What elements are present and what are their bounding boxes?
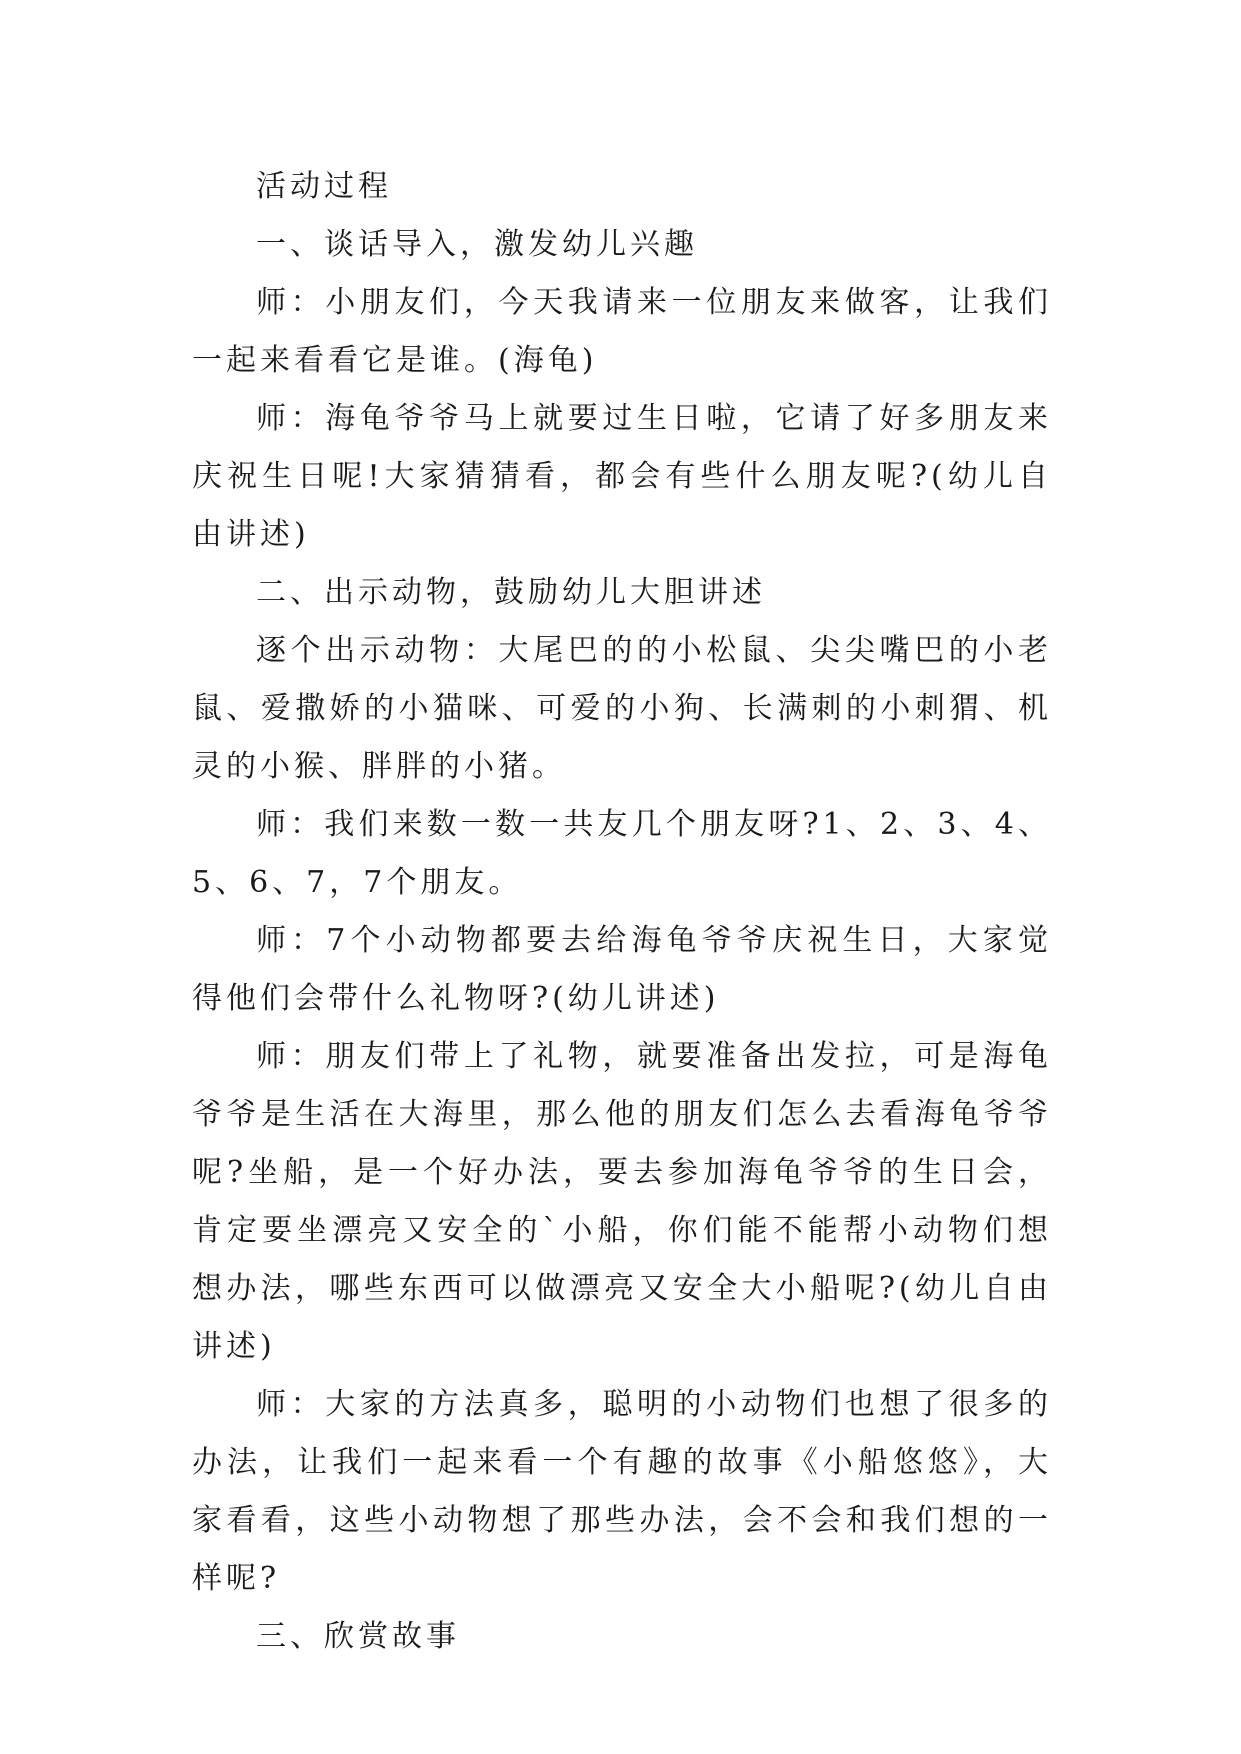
paragraph: 师：小朋友们，今天我请来一位朋友来做客，让我们一起来看看它是谁。(海龟): [192, 285, 1052, 378]
paragraph: 师：朋友们带上了礼物，就要准备出发拉，可是海龟爷爷是生活在大海里，那么他的朋友们怎么去看海龟爷爷呢?坐船，是一个好办法，要去参加海龟爷爷的生日会，肯定要坐漂亮又安全的`小船，你们能不能帮小动物们想想办法，哪些东西可以做漂亮又安全大小船呢?(幼儿自由讲述): [192, 1039, 1052, 1364]
section-heading-2: 二、出示动物，鼓励幼儿大胆讲述: [256, 575, 766, 610]
heading-activity-process: 活动过程: [256, 169, 392, 204]
section-heading-3: 三、欣赏故事: [256, 1619, 460, 1654]
paragraph: 师：7个小动物都要去给海龟爷爷庆祝生日，大家觉得他们会带什么礼物呀?(幼儿讲述): [192, 923, 1052, 1016]
paragraph: 师：海龟爷爷马上就要过生日啦，它请了好多朋友来庆祝生日呢!大家猜猜看，都会有些什么朋友呢?(幼儿自由讲述): [192, 401, 1052, 552]
paragraph: 逐个出示动物：大尾巴的的小松鼠、尖尖嘴巴的小老鼠、爱撒娇的小猫咪、可爱的小狗、长满刺的小刺猬、机灵的小猴、胖胖的小猪。: [192, 633, 1052, 784]
paragraph: 师：我们来数一数一共友几个朋友呀?1、2、3、4、5、6、7，7个朋友。: [192, 807, 1052, 900]
document-body: [192, 158, 1052, 1666]
section-heading-1: 一、谈话导入，激发幼儿兴趣: [256, 227, 698, 262]
paragraph: 师：大家的方法真多，聪明的小动物们也想了很多的办法，让我们一起来看一个有趣的故事《小船悠悠》，大家看看，这些小动物想了那些办法，会不会和我们想的一样呢?: [192, 1387, 1052, 1596]
